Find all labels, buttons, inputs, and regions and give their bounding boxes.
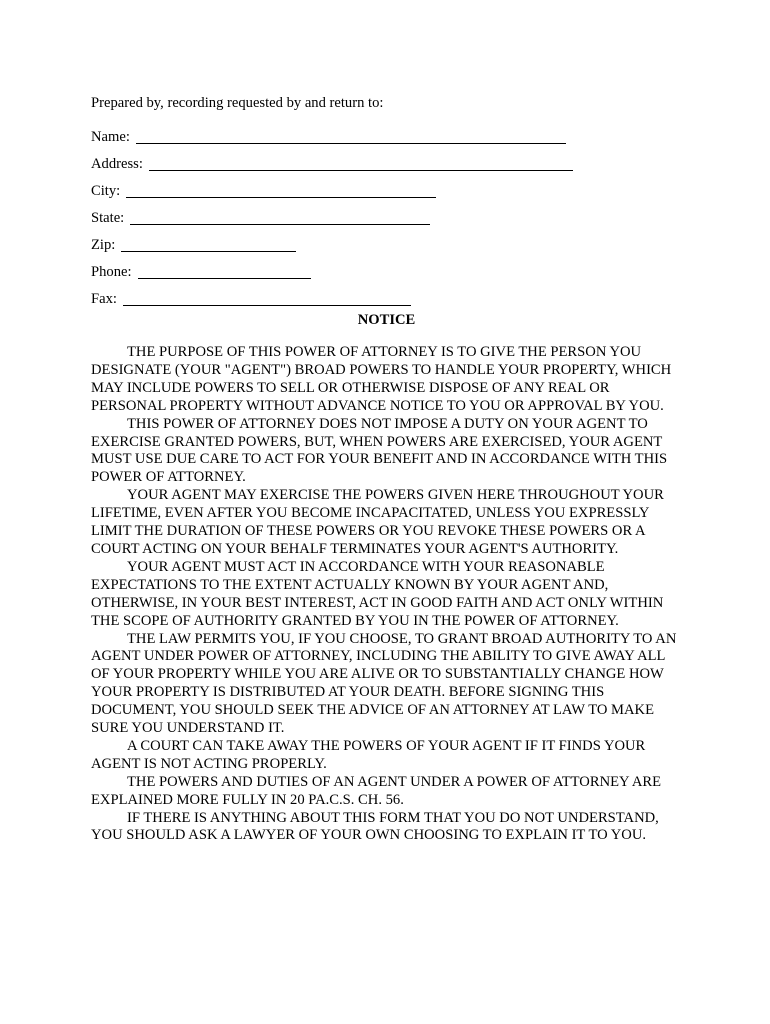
notice-paragraph-statute: THE POWERS AND DUTIES OF AN AGENT UNDER A POWER OF ATTORNEY ARE EXPLAINED MORE FULLY IN 20 PA.C.S. CH. 56.: [91, 773, 662, 808]
document-page: [91, 93, 681, 845]
phone-blank-line[interactable]: [138, 263, 311, 279]
zip-field: [91, 228, 681, 255]
notice-paragraph-broad-authority: THE LAW PERMITS YOU, IF YOU CHOOSE, TO GRANT BROAD AUTHORITY TO AN AGENT UNDER POWER OF ATTORNEY, INCLUDING THE ABILITY TO GIVE AWAY ALL OF YOUR PROPERTY WHILE YOU ARE ALIVE OR TO SUBSTANTIALLY CHANGE HOW YOUR PROPERTY IS DISTRIBUTED AT YOUR DEATH. BEFORE SIGNING THIS DOCUMENT, YOU SHOULD SEEK THE ADVICE OF AN ATTORNEY AT LAW TO MAKE SURE YOU UNDERSTAND IT.: [91, 630, 677, 737]
prepared-by-heading: Prepared by, recording requested by and return to:: [91, 95, 384, 111]
notice-paragraph-purpose: THE PURPOSE OF THIS POWER OF ATTORNEY IS TO GIVE THE PERSON YOU DESIGNATE (YOUR "AGENT") BROAD POWERS TO HANDLE YOUR PROPERTY, WHICH MAY INCLUDE POWERS TO SELL OR OTHERWISE DISPOSE OF ANY REAL OR PERSONAL PROPERTY WITHOUT ADVANCE NOTICE TO YOU OR APPROVAL BY YOU.: [91, 344, 672, 414]
state-field: [91, 201, 681, 228]
zip-blank-line[interactable]: [121, 236, 296, 252]
address-label: Address:: [91, 156, 143, 172]
name-field: [91, 120, 681, 147]
state-blank-line[interactable]: [130, 209, 430, 225]
fax-field: [91, 282, 681, 309]
notice-paragraph-expectations: YOUR AGENT MUST ACT IN ACCORDANCE WITH YOUR REASONABLE EXPECTATIONS TO THE EXTENT ACTUALLY KNOWN BY YOUR AGENT AND, OTHERWISE, IN YOUR BEST INTEREST, ACT IN GOOD FAITH AND ACT ONLY WITHIN THE SCOPE OF AUTHORITY GRANTED BY YOU IN THE POWER OF ATTORNEY.: [91, 558, 664, 629]
fax-label: Fax:: [91, 291, 117, 307]
notice-paragraph-duty: THIS POWER OF ATTORNEY DOES NOT IMPOSE A DUTY ON YOUR AGENT TO EXERCISE GRANTED POWERS, BUT, WHEN POWERS ARE EXERCISED, YOUR AGENT MUST USE DUE CARE TO ACT FOR YOUR BENEFIT AND IN ACCORDANCE WITH THIS POWER OF ATTORNEY.: [91, 415, 668, 486]
name-label: Name:: [91, 129, 130, 145]
notice-paragraph-duration: YOUR AGENT MAY EXERCISE THE POWERS GIVEN HERE THROUGHOUT YOUR LIFETIME, EVEN AFTER YOU BECOME INCAPACITATED, UNLESS YOU EXPRESSLY LIMIT THE DURATION OF THESE POWERS OR YOU REVOKE THESE POWERS OR A COURT ACTING ON YOUR BEHALF TERMINATES YOUR AGENT'S AUTHORITY.: [91, 487, 664, 557]
phone-label: Phone:: [91, 264, 132, 280]
fax-blank-line[interactable]: [123, 290, 411, 306]
address-blank-line[interactable]: [149, 155, 573, 171]
phone-field: [91, 255, 681, 282]
address-field: [91, 147, 681, 174]
state-label: State:: [91, 210, 125, 226]
city-blank-line[interactable]: [126, 182, 436, 198]
notice-paragraph-lawyer: IF THERE IS ANYTHING ABOUT THIS FORM THAT YOU DO NOT UNDERSTAND, YOU SHOULD ASK A LAWYER OF YOUR OWN CHOOSING TO EXPLAIN IT TO YOU.: [91, 809, 659, 844]
city-label: City:: [91, 183, 121, 199]
notice-body: [91, 344, 681, 845]
notice-title: NOTICE: [357, 312, 416, 328]
notice-paragraph-court: A COURT CAN TAKE AWAY THE POWERS OF YOUR AGENT IF IT FINDS YOUR AGENT IS NOT ACTING PROPERLY.: [91, 737, 646, 772]
name-blank-line[interactable]: [136, 128, 566, 144]
zip-label: Zip:: [91, 237, 116, 253]
city-field: [91, 174, 681, 201]
